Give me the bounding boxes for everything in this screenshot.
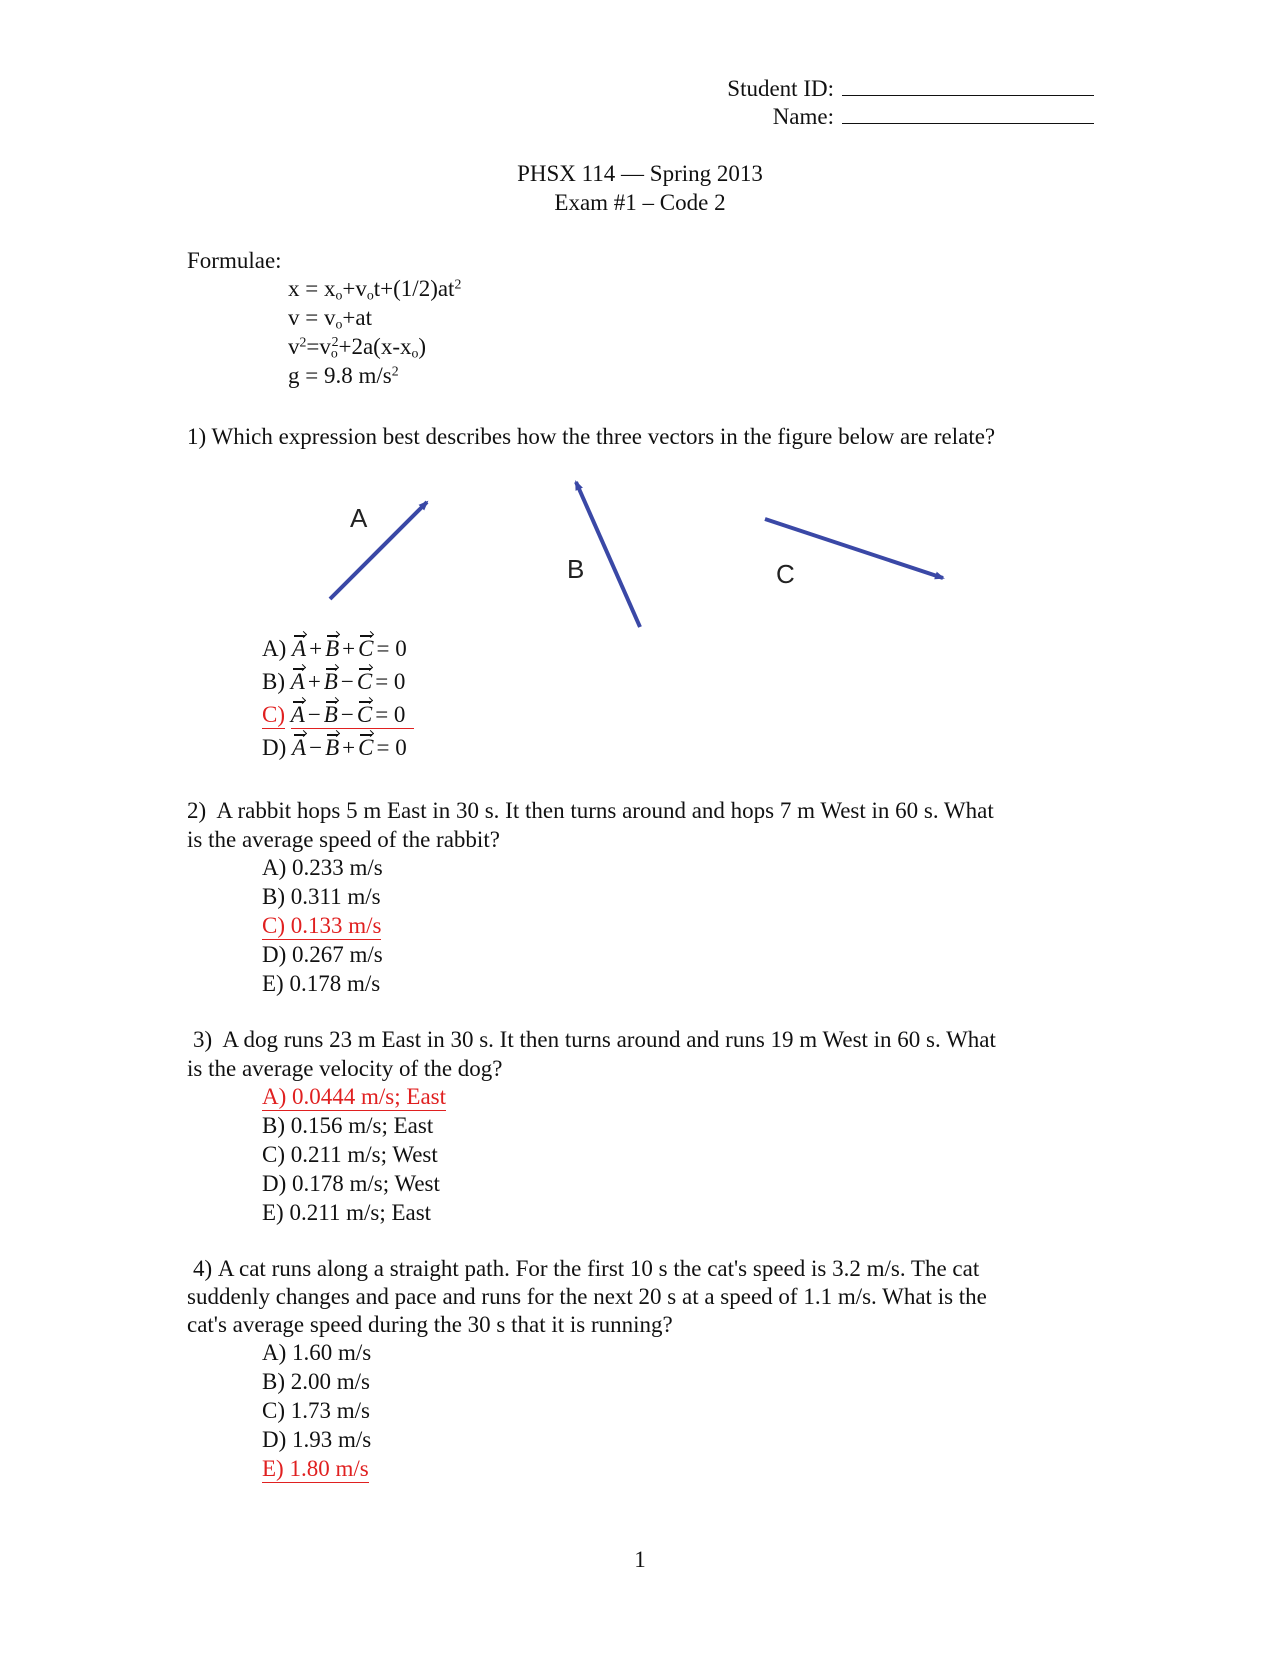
q1-option-d[interactable]: D) A − B + C = 0 [262, 735, 407, 760]
q2-option-e[interactable]: E) 0.178 m/s [262, 971, 381, 996]
q1-option-a[interactable]: A) A + B + C = 0 [262, 636, 407, 661]
q3-option-d[interactable]: D) 0.178 m/s; West [262, 1171, 440, 1196]
q3-option-e[interactable]: E) 0.211 m/s; East [262, 1200, 432, 1225]
q4-option-d[interactable]: D) 1.93 m/s [262, 1427, 372, 1452]
vector-figure [0, 460, 1280, 640]
name-field[interactable] [842, 103, 1094, 124]
question-4-line-3: cat's average speed during the 30 s that it is running? [187, 1312, 673, 1337]
student-id-row [727, 75, 1094, 100]
question-2-line-1: 2) A rabbit hops 5 m East in 30 s. It then turns around and hops 7 m West in 60 s. What [187, 798, 994, 823]
formula-velocity: $v = v_o+at$ [288, 305, 372, 332]
question-2-line-2: is the average speed of the rabbit? [187, 827, 500, 852]
question-1-text: 1) Which expression best describes how the three vectors in the figure below are relate? [187, 424, 996, 449]
vector-c-label: C [776, 559, 795, 589]
vector-b-arrow [576, 482, 640, 627]
name-row [773, 103, 1094, 128]
formula-velocity-squared: $v^2=v_o^2+2a(x-x_o)$ [288, 334, 427, 361]
q2-option-c-correct[interactable]: C) 0.133 m/s [262, 913, 382, 938]
question-4-options [262, 1341, 371, 1486]
q4-option-a[interactable]: A) 1.60 m/s [262, 1340, 372, 1365]
q2-option-a[interactable]: A) 0.233 m/s [262, 855, 383, 880]
q3-option-b[interactable]: B) 0.156 m/s; East [262, 1113, 434, 1138]
q1-option-c-correct[interactable]: C) A − B − C = 0 [262, 703, 414, 736]
q4-option-b[interactable]: B) 2.00 m/s [262, 1369, 370, 1394]
course-title: PHSX 114 — Spring 2013 [517, 161, 763, 186]
q4-option-c[interactable]: C) 1.73 m/s [262, 1398, 370, 1423]
question-3-line-2: is the average velocity of the dog? [187, 1056, 503, 1081]
formula-position: $x = x_o+v_ot+(1/2)at^2$ [288, 276, 462, 303]
student-id-label: Student ID: [727, 76, 834, 101]
question-1-options [262, 637, 414, 769]
vector-b-label: B [567, 554, 585, 584]
q1-option-b[interactable]: B) A + B − C = 0 [262, 669, 406, 694]
vector-a-label: A [350, 503, 368, 533]
question-4-line-2: suddenly changes and pace and runs for the next 20 s at a speed of 1.1 m/s. What is the [187, 1284, 987, 1309]
question-3-line-1: 3) A dog runs 23 m East in 30 s. It then turns around and runs 19 m West in 60 s. What [193, 1027, 996, 1052]
name-label: Name: [772, 104, 834, 129]
question-3-options [262, 1085, 446, 1230]
q3-option-c[interactable]: C) 0.211 m/s; West [262, 1142, 438, 1167]
q2-option-b[interactable]: B) 0.311 m/s [262, 884, 381, 909]
formulae-label: Formulae: [187, 248, 282, 273]
student-id-field[interactable] [842, 75, 1094, 96]
q2-option-d[interactable]: D) 0.267 m/s [262, 942, 383, 967]
q4-option-e-correct[interactable]: E) 1.80 m/s [262, 1456, 369, 1481]
question-2-options [262, 856, 383, 1001]
formula-gravity: g = 9.8 $m/s^2$ [288, 363, 399, 388]
q3-option-a-correct[interactable]: A) 0.0444 m/s; East [262, 1084, 446, 1109]
question-4-line-1: 4) A cat runs along a straight path. For the first 10 s the cat's speed is 3.2 m/s. The cat [193, 1256, 980, 1281]
page-number: 1 [634, 1547, 646, 1572]
exam-title: Exam #1 – Code 2 [554, 190, 726, 215]
vector-a-arrow [330, 502, 427, 599]
